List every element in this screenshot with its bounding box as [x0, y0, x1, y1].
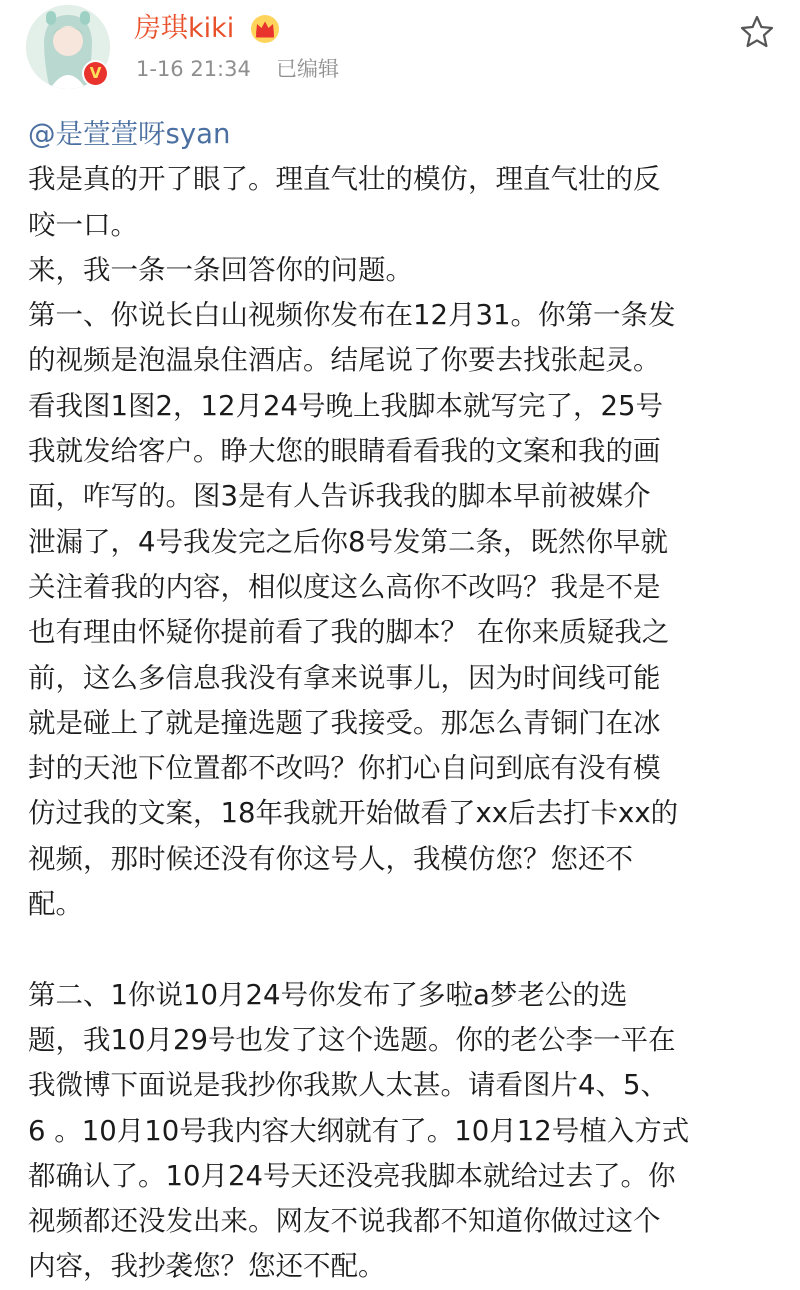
post-text-line: 的视频是泡温泉住酒店。结尾说了你要去找张起灵。	[28, 344, 661, 377]
post-text-line: 面，咋写的。图3是有人告诉我我的脚本早前被媒介	[28, 480, 651, 513]
post-text-line: 视频都还没发出来。网友不说我都不知道你做过这个	[28, 1205, 661, 1238]
verified-badge	[82, 60, 109, 87]
paragraph-spacer	[28, 927, 778, 972]
post-text-line: 也有理由怀疑你提前看了我的脚本？ 在你来质疑我之	[28, 616, 670, 649]
post-text-line: 我就发给客户。睁大您的眼睛看看我的文案和我的画	[28, 435, 661, 468]
post-text-line: 视频，那时候还没有你这号人，我模仿您？您还不	[28, 842, 633, 875]
post-body	[28, 112, 778, 1290]
post-text-line: 配。	[28, 888, 83, 921]
crown-icon	[250, 14, 280, 44]
mention-link[interactable]: @是萱萱呀syan	[28, 118, 231, 150]
post-text-line: 关注着我的内容，相似度这么高你不改吗？我是不是	[28, 570, 661, 603]
verified-v-icon: V	[84, 62, 107, 85]
post-paragraph	[28, 157, 778, 248]
post-timestamp: 1-16 21:34	[136, 57, 251, 81]
post-paragraph	[28, 293, 778, 927]
post-paragraph	[28, 248, 778, 293]
post-text-line: 封的天池下位置都不改吗？你扪心自问到底有没有模	[28, 752, 661, 785]
post-text-line: 仿过我的文案，18年我就开始做看了xx后去打卡xx的	[28, 797, 679, 830]
post-text-line: 来，我一条一条回答你的问题。	[28, 253, 413, 286]
post-text-line: 我是真的开了眼了。理直气壮的模仿，理直气壮的反	[28, 163, 661, 196]
star-outline-icon[interactable]	[739, 14, 775, 50]
post-text-line: 就是碰上了就是撞选题了我接受。那怎么青铜门在冰	[28, 706, 661, 739]
post-text-line: 看我图1图2，12月24号晚上我脚本就写完了，25号	[28, 389, 663, 422]
post-text-line: 内容，我抄袭您？您还不配。	[28, 1250, 386, 1283]
post-text-line: 第二、1你说10月24号你发布了多啦a梦老公的选	[28, 978, 628, 1011]
post-text-line: 都确认了。10月24号天还没亮我脚本就给过去了。你	[28, 1159, 676, 1192]
post-header	[0, 0, 800, 100]
post-text-line: 咬一口。	[28, 208, 138, 241]
post-text-line: 泄漏了，4号我发完之后你8号发第二条，既然你早就	[28, 525, 668, 558]
post-paragraphs	[28, 157, 778, 1289]
post-text-line: 前，这么多信息我没有拿来说事儿，因为时间线可能	[28, 661, 661, 694]
post-paragraph	[28, 973, 778, 1290]
post-text-line: 题，我10月29号也发了这个选题。你的老公李一平在	[28, 1023, 676, 1056]
edited-label[interactable]: 已编辑	[276, 57, 339, 81]
post-text-line: 6 。10月10号我内容大纲就有了。10月12号植入方式	[28, 1114, 690, 1147]
author-name[interactable]: 房琪kiki	[134, 13, 235, 44]
post-text-line: 我微博下面说是我抄你我欺人太甚。请看图片4、5、	[28, 1069, 668, 1102]
post-text-line: 第一、你说长白山视频你发布在12月31。你第一条发	[28, 299, 676, 332]
